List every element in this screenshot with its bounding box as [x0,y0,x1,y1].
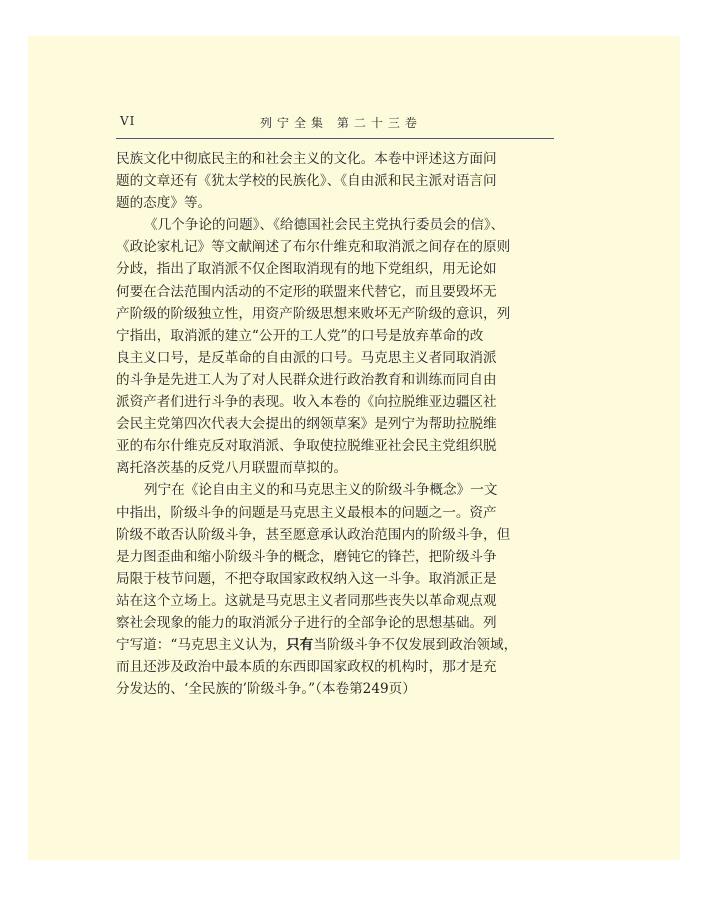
page-header [120,114,550,134]
text-line: 察社会现象的能力的取消派分子进行的全部争论的思想基础。列 [116,614,497,631]
text-line: 是力图歪曲和缩小阶级斗争的概念，磨钝它的锋芒，把阶级斗争 [116,548,497,565]
text-line: 离托洛茨基的反党八月联盟而草拟的。 [116,460,348,477]
body-text [116,148,556,700]
page-number: VI [120,114,136,128]
text-line: 《几个争论的问题》、《给德国社会民主党执行委员会的信》、 [144,217,505,234]
text-line: 派资产者们进行斗争的表现。收入本卷的《向拉脱维亚边疆区社 [116,394,497,411]
text-line: 站在这个立场上。这就是马克思主义者同那些丧失以革命观点观 [116,592,497,609]
text-line: 何要在合法范围内活动的不定形的联盟来代替它，而且要毁坏无 [116,283,497,300]
running-title: 列宁全集 第二十三卷 [260,116,422,130]
text-line: 民族文化中彻底民主的和社会主义的文化。本卷中评述这方面问 [116,151,497,167]
text-line: 亚的布尔什维克反对取消派、争取使拉脱维亚社会民主党组织脱 [116,438,497,455]
text-line: 局限于枝节问题，不把夺取国家政权纳入这一斗争。取消派正是 [116,570,497,587]
text-line: 题的态度》等。 [116,195,212,212]
text-line: 宁写道：“马克思主义认为，只有当阶级斗争不仅发展到政治领域， [116,637,518,654]
text-line: 中指出，阶级斗争的问题是马克思主义最根本的问题之一。资产 [116,504,497,521]
text-line: 《政论家札记》等文献阐述了布尔什维克和取消派之间存在的原则 [116,239,511,256]
text-line: 题的文章还有《犹太学校的民族化》、《自由派和民主派对语言问 [116,173,497,190]
text-line: 分发达的、‘全民族的’阶级斗争。”（本卷第249页） [116,681,416,698]
text-line: 良主义口号，是反革命的自由派的口号。马克思主义者同取消派 [116,349,497,366]
text-line: 宁指出，取消派的建立“公开的工人党”的口号是放弃革命的改 [116,327,484,344]
text-line: 列宁在《论自由主义的和马克思主义的阶级斗争概念》一文 [144,482,498,499]
text-line: 的斗争是先进工人为了对人民群众进行政治教育和训练而同自由 [116,371,497,388]
text-line: 而且还涉及政治中最本质的东西即国家政权的机构时，那才是充 [116,659,497,676]
text-line: 分歧，指出了取消派不仅企图取消现有的地下党组织，用无论如 [116,261,497,278]
emphasis-text: 只有 [286,637,314,654]
text-line: 会民主党第四次代表大会提出的纲领草案》是列宁为帮助拉脱维 [116,416,497,433]
text-line: 产阶级的阶级独立性，用资产阶级思想来败坏无产阶级的意识，列 [116,305,511,322]
header-rule [116,138,554,139]
text-line: 阶级不敢否认阶级斗争，甚至愿意承认政治范围内的阶级斗争，但 [116,526,511,543]
